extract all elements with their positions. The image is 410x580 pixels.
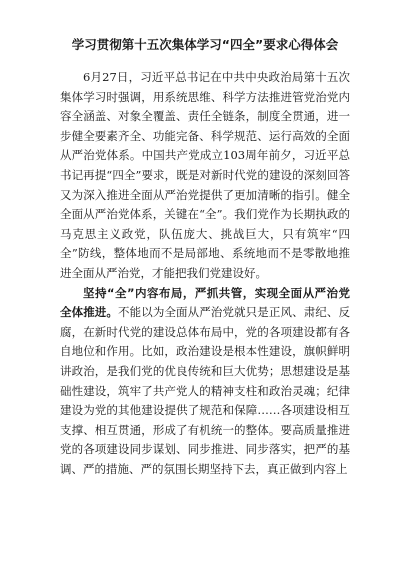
- paragraph-text: 6月27日，习近平总书记在中共中央政治局第十五次集体学习时强调，用系统思维、科学方法推进管党治党内容全涵盖、对象全覆盖、责任全链条，制度全贯通，进一步健全要素齐全、功能完备、科学规范、运行高效的全面从严治党体系。中国共产党成立103周年前夕，习近平总书记再提“四全”要求，既是对新时代党的建设的深刻回答又为深入推进全面从严治党提供了更加清晰的指引。健全全面从严治党体系，关键在“全”。我们党作为长期执政的马克思主义政党，队伍庞大、挑战巨大，只有筑牢“四全”防线，整体地而不是局部地、系统地而不是零散地推进全面从严治党，才能把我们党建设好。: [60, 70, 350, 280]
- paragraph-lead-heading: 坚持“全”内容布局，严抓共管，实现全面从严治党全体推进。: [60, 285, 350, 320]
- paragraph-text: 不能以为全面从严治党就只是正风、肃纪、反腐，在新时代党的建设总体布局中，党的各项建设都有各自地位和作用。比如，政治建设是根本性建设，旗帜鲜明讲政治，是我们党的优良传统和巨大优势；思想建设是基础性建设，筑牢了共产党人的精神支柱和政治灵魂；纪律建设为党的其他建设提供了规范和保障……各项建设相互支撑、相互贯通，形成了有机统一的整体。要高质量推进党的各项建设同步谋划、同步推进、同步落实，把严的基调、严的措施、严的氛围长期坚持下去，真正做到内容上: [60, 305, 351, 476]
- paragraph-intro: [60, 68, 350, 284]
- paragraph-section-one: [60, 284, 350, 480]
- document-body: [60, 68, 350, 479]
- document-title: 学习贯彻第十五次集体学习“四全”要求心得体会: [71, 37, 339, 52]
